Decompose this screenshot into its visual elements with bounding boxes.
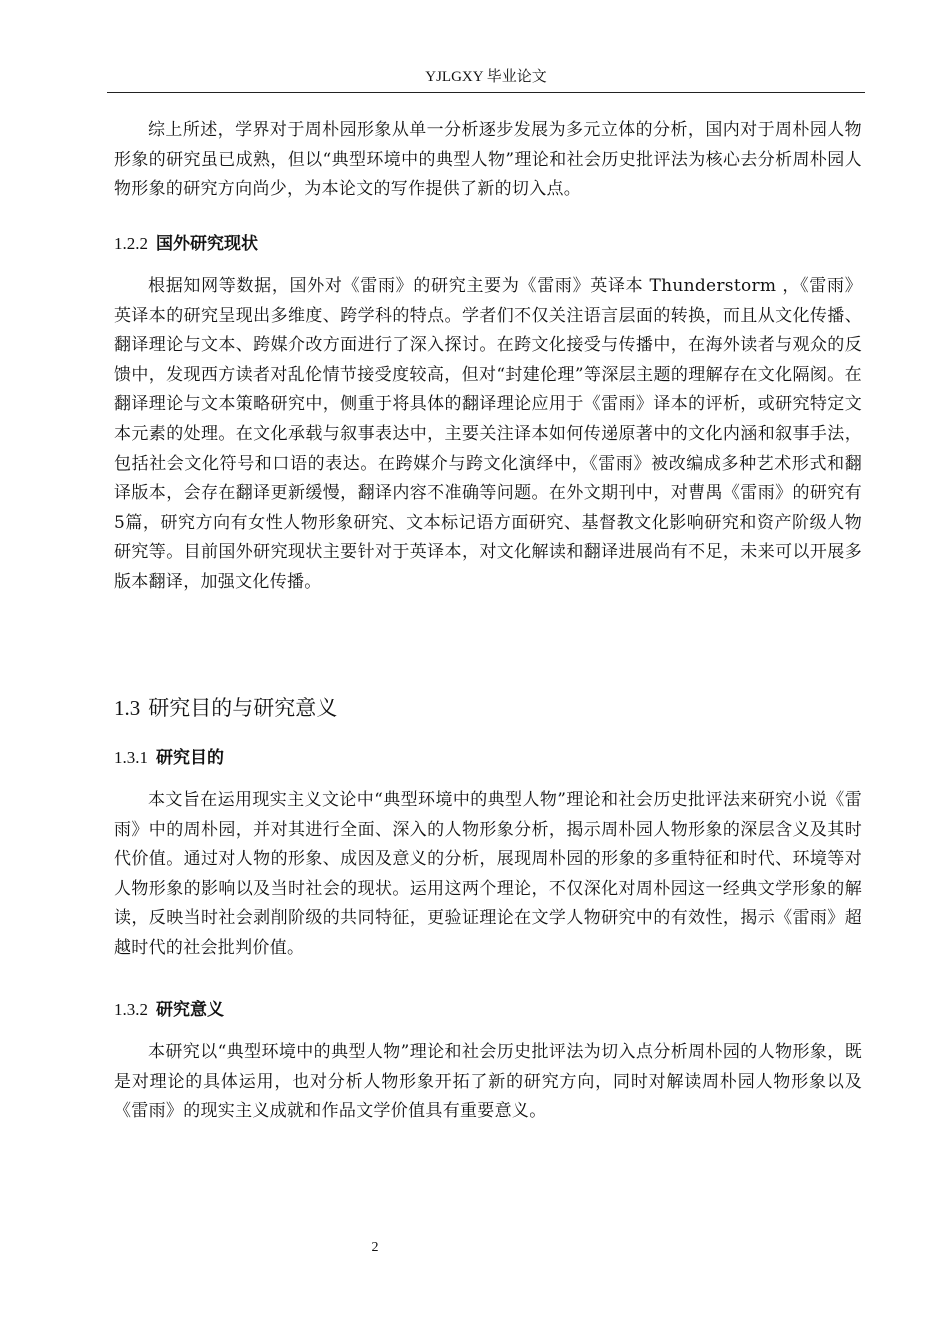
section-number: 1.2.2 bbox=[114, 234, 148, 253]
page-header-title: YJLGXY 毕业论文 bbox=[425, 69, 547, 85]
foreign-research-paragraph: 根据知网等数据，国外对《雷雨》的研究主要为《雷雨》英译本 Thunderstorm ，《雷雨》英译本的研究呈现出多维度、跨学科的特点。学者们不仅关注语言层面的转换，而且从文化传播、翻译理论与文本、跨媒介改方面进行了深入探讨。在跨文化接受与传播中，在海外读者与观众的反馈中，发现西方读者对乱伦情节接受度较高，但对“封建伦理”等深层主题的理解存在文化隔阂。在翻译理论与文本策略研究中，侧重于将具体的翻译理论应用于《雷雨》译本的评析，或研究特定文本元素的处理。在文化承载与叙事表达中，主要关注译本如何传递原著中的文化内涵和叙事手法，包括社会文化符号和口语的表达。在跨媒介与跨文化演绎中，《雷雨》被改编成多种艺术形式和翻译版本，会存在翻译更新缓慢，翻译内容不准确等问题。在外文期刊中，对曹禺《雷雨》的研究有5篇，研究方向有女性人物形象研究、文本标记语方面研究、基督教文化影响研究和资产阶级人物研究等。目前国外研究现状主要针对于英译本，对文化解读和翻译进展尚有不足，未来可以开展多版本翻译，加强文化传播。 bbox=[114, 276, 862, 592]
section-title: 研究意义 bbox=[156, 1000, 224, 1020]
research-purpose-paragraph: 本文旨在运用现实主义文论中“典型环境中的典型人物”理论和社会历史批评法来研究小说《雷雨》中的周朴园，并对其进行全面、深入的人物形象分析，揭示周朴园人物形象的深层含义及其时代价值。通过对人物的形象、成因及意义的分析，展现周朴园的形象的多重特征和时代、环境等对人物形象的影响以及当时社会的现状。运用这两个理论，不仅深化对周朴园这一经典文学形象的解读，反映当时社会剥削阶级的共同特征，更验证理论在文学人物研究中的有效性，揭示《雷雨》超越时代的社会批判价值。 bbox=[114, 790, 862, 958]
page-number: 2 bbox=[371, 1240, 379, 1255]
section-heading-1-3-2 bbox=[114, 998, 224, 1022]
section-number: 1.3.1 bbox=[114, 748, 148, 767]
section-number: 1.3.2 bbox=[114, 1000, 148, 1019]
section-heading-1-3 bbox=[114, 694, 337, 722]
section-title: 国外研究现状 bbox=[156, 234, 258, 254]
section-heading-1-3-1 bbox=[114, 746, 224, 770]
section-1-3-2-body bbox=[114, 1038, 862, 1127]
header-divider bbox=[107, 92, 865, 93]
section-1-2-2-body bbox=[114, 272, 862, 598]
intro-paragraph: 综上所述，学界对于周朴园形象从单一分析逐步发展为多元立体的分析，国内对于周朴园人物形象的研究虽已成熟，但以“典型环境中的典型人物”理论和社会历史批评法为核心去分析周朴园人物形象的研究方向尚少，为本论文的写作提供了新的切入点。 bbox=[114, 120, 862, 200]
section-1-3-1-body bbox=[114, 786, 862, 964]
research-significance-paragraph: 本研究以“典型环境中的典型人物”理论和社会历史批评法为切入点分析周朴园的人物形象，既是对理论的具体运用，也对分析人物形象开拓了新的研究方向，同时对解读周朴园人物形象以及《雷雨》的现实主义成就和作品文学价值具有重要意义。 bbox=[114, 1042, 862, 1122]
section-number: 1.3 bbox=[114, 696, 141, 720]
section-title: 研究目的 bbox=[156, 748, 224, 768]
section-heading-1-2-2 bbox=[114, 232, 258, 256]
intro-paragraph-block bbox=[114, 116, 862, 205]
section-title: 研究目的与研究意义 bbox=[148, 696, 338, 720]
